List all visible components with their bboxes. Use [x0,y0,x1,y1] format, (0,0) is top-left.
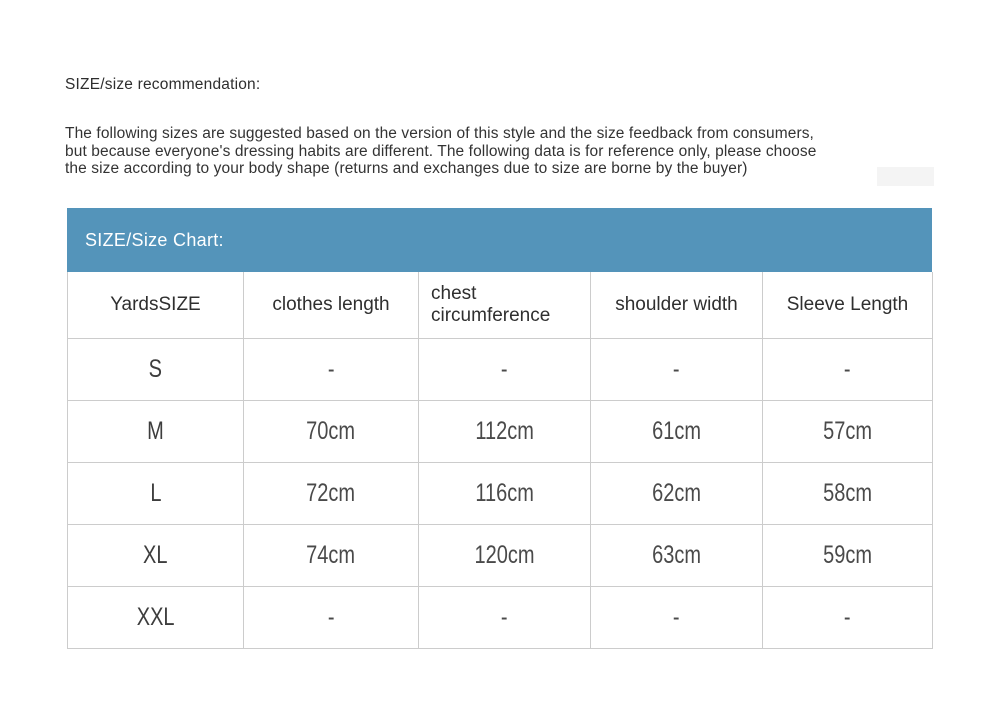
value-cell: - [419,586,591,648]
value-cell: 63cm [591,524,763,586]
column-header-size: YardsSIZE [68,272,244,338]
size-chart-title-bar [67,208,932,272]
value-cell: 61cm [591,400,763,462]
value-cell: - [419,338,591,400]
size-cell: L [68,462,244,524]
value-cell: - [244,586,419,648]
size-recommendation-heading: SIZE/size recommendation: [65,76,261,93]
paragraph-line: the size according to your body shape (returns and exchanges due to size are borne by the buyer) [65,160,748,177]
column-header-clothes-length: clothes length [244,272,419,338]
paragraph-line: The following sizes are suggested based on the version of this style and the size feedback from consumers, [65,125,814,142]
size-cell: XXL [68,586,244,648]
size-recommendation-paragraph [65,125,816,178]
table-row [68,524,933,586]
column-header-shoulder-width: shoulder width [591,272,763,338]
table-header-row [68,272,933,338]
value-cell: 62cm [591,462,763,524]
value-cell: 58cm [763,462,933,524]
size-chart-title: SIZE/Size Chart: [85,229,224,250]
size-cell: M [68,400,244,462]
size-cell: XL [68,524,244,586]
faint-artifact [877,167,934,186]
column-header-chest-circumference: chest circumference [419,272,591,338]
value-cell: - [763,338,933,400]
value-cell: 112cm [419,400,591,462]
table-row [68,338,933,400]
size-cell: S [68,338,244,400]
paragraph-line: but because everyone's dressing habits are different. The following data is for reference only, please choose [65,142,817,160]
value-cell: - [591,586,763,648]
table-row [68,462,933,524]
size-chart-section [67,208,932,649]
value-cell: - [763,586,933,648]
value-cell: 59cm [763,524,933,586]
value-cell: 72cm [244,462,419,524]
size-chart-table [67,272,933,649]
value-cell: - [244,338,419,400]
value-cell: 120cm [419,524,591,586]
value-cell: 70cm [244,400,419,462]
column-header-sleeve-length: Sleeve Length [763,272,933,338]
value-cell: 116cm [419,462,591,524]
value-cell: 74cm [244,524,419,586]
table-row [68,400,933,462]
value-cell: - [591,338,763,400]
table-row [68,586,933,648]
value-cell: 57cm [763,400,933,462]
